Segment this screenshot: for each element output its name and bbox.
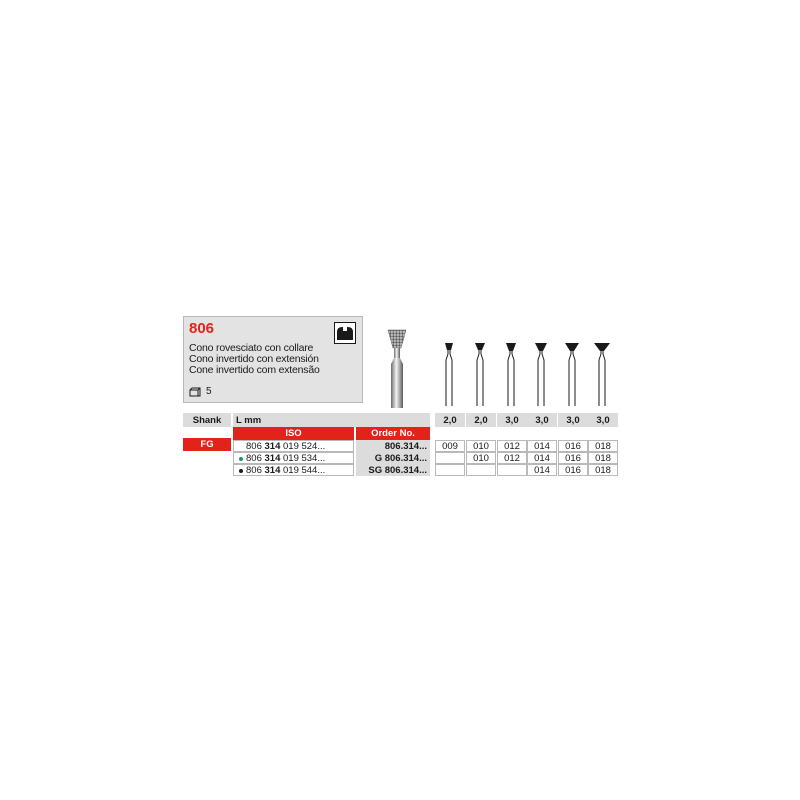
size-cell [497,464,527,476]
description-spanish: Cono invertido con extensión [189,353,319,365]
iso-suffix: 019 524... [283,440,326,452]
size-cell: 014 [527,464,557,476]
size-cell [466,464,496,476]
description-italian: Cono rovesciato con collare [189,342,314,354]
size-cell: 014 [527,440,557,452]
order-number: G 806.314... [356,452,430,464]
size-cell: 018 [588,440,618,452]
bur-photo [382,328,412,408]
length-cell: 3,0 [497,413,527,427]
length-cell: 3,0 [588,413,618,427]
size-cell: 012 [497,440,527,452]
size-cell: 012 [497,452,527,464]
size-cell: 018 [588,464,618,476]
length-cell: 2,0 [435,413,465,427]
order-number-header: Order No. [356,427,430,440]
size-cell: 016 [558,452,588,464]
length-cell: 2,0 [466,413,496,427]
shank-header: Shank [183,413,231,427]
size-cell: 018 [588,452,618,464]
size-cell [435,452,465,464]
size-cell: 009 [435,440,465,452]
package-icon [189,387,201,397]
bur-size-diagram-6 [592,340,612,408]
length-cell: 3,0 [527,413,557,427]
size-cell [435,464,465,476]
grit-dot-green [239,457,243,461]
bur-size-diagram-1 [439,340,459,408]
bur-size-diagram-4 [531,340,551,408]
inverted-cone-shape-icon [334,322,356,344]
size-cell: 010 [466,452,496,464]
size-cell: 016 [558,440,588,452]
pack-count: 5 [206,386,212,397]
bur-size-diagram-5 [562,340,582,408]
iso-suffix: 019 544... [283,464,326,476]
bur-size-diagram-3 [501,340,521,408]
iso-prefix: 806 [246,440,262,452]
description-portuguese: Cone invertido com extensão [189,364,320,376]
iso-prefix: 806 [246,452,262,464]
iso-bold: 314 [264,464,281,476]
bur-size-diagram-2 [470,340,490,408]
size-cell: 010 [466,440,496,452]
table-row [233,452,354,464]
size-cell: 016 [558,464,588,476]
order-number: 806.314... [356,440,430,452]
order-number: SG 806.314... [356,464,430,476]
iso-prefix: 806 [246,464,262,476]
product-code: 806 [189,320,215,337]
iso-header: ISO [233,427,354,440]
product-info-box [183,316,363,403]
size-cell: 014 [527,452,557,464]
length-cell: 3,0 [558,413,588,427]
grit-dot-black [239,469,243,473]
table-row [233,440,354,452]
iso-bold: 314 [264,452,281,464]
iso-suffix: 019 534... [283,452,326,464]
shank-type-label: FG [183,438,231,451]
table-row [233,464,354,476]
length-header: L mm [233,413,430,427]
iso-bold: 314 [264,440,281,452]
